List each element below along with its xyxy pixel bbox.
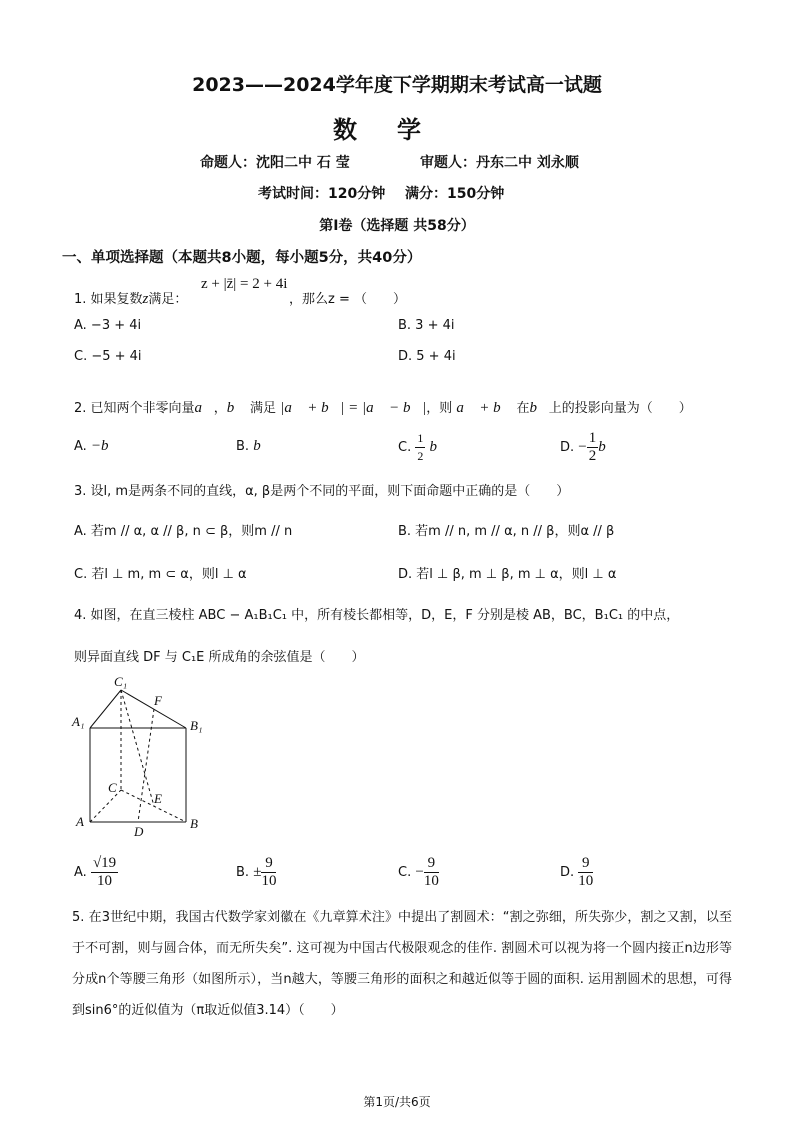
q1-option-d: D. 5 + 4i	[398, 349, 456, 364]
q2-d-den: 2	[588, 448, 597, 464]
q2-a-value: −b⃗	[90, 438, 121, 454]
q4-b-fraction	[261, 855, 276, 890]
label-d: D	[134, 824, 144, 839]
q2-d-sign: −	[578, 439, 587, 455]
q2-text-d: 在	[516, 401, 530, 416]
q2-text-a: 2. 已知两个非零向量	[74, 401, 195, 416]
segment-c1-e	[121, 690, 154, 806]
q2-option-a	[74, 438, 120, 455]
q4-b-num: 9	[261, 855, 276, 873]
q4-a-num: √19	[92, 855, 117, 871]
reviewer-info: 审题人：丹东二中 刘永顺	[420, 155, 579, 171]
question-3-stem: 3. 设l, m是两条不同的直线，α, β是两个不同的平面，则下面命题中正确的是（ ）	[74, 484, 570, 499]
q1-option-c: C. −5 + 4i	[74, 349, 142, 364]
volume-heading: 第I卷（选择题 共58分）	[319, 218, 475, 234]
q4-c-label: C.	[398, 865, 412, 880]
q2-b-label: B.	[236, 439, 250, 454]
exam-time: 考试时间：120分钟	[258, 186, 386, 202]
setter-info: 命题人：沈阳二中 石 莹	[200, 155, 350, 171]
q4-a-label: A.	[74, 865, 87, 880]
q4-d-label: D.	[560, 865, 575, 880]
q2-vector-b: b⃗	[226, 400, 246, 416]
q4-a-den: 10	[97, 873, 113, 889]
q4-d-num: 9	[578, 855, 593, 873]
q1-question: z = （ ）	[328, 292, 406, 307]
q4-c-sign: −	[415, 864, 424, 880]
exam-title: 2023——2024学年度下学期期末考试高一试题	[192, 74, 602, 96]
q2-c-den: 2	[417, 449, 424, 463]
q4-b-sign: ±	[253, 864, 262, 880]
q4-option-b	[236, 855, 276, 890]
q2-vector-b2: b⃗	[529, 400, 549, 416]
label-b1: B₁	[190, 718, 203, 733]
q4-c-den: 10	[423, 873, 439, 889]
q3-option-d: D. 若l ⊥ β, m ⊥ β, m ⊥ α，则l ⊥ α	[398, 567, 617, 582]
q2-c-num: 1	[415, 430, 425, 448]
question-4-line2: 则异面直线 DF 与 C₁E 所成角的余弦值是（ ）	[74, 650, 365, 665]
label-e: E	[154, 791, 162, 806]
prism-figure	[68, 672, 218, 842]
label-a: A	[76, 814, 84, 829]
q3-option-c: C. 若l ⊥ m, m ⊂ α，则l ⊥ α	[74, 567, 247, 582]
q1-prefix: 1. 如果复数	[74, 292, 143, 307]
section-heading: 一、单项选择题（本题共8小题，每小题5分，共40分）	[62, 250, 422, 266]
q2-b-value: b⃗	[253, 438, 273, 454]
q2-c-vector: b⃗	[429, 439, 449, 455]
q2-text-c: ，则	[426, 401, 453, 416]
question-5-text: 5. 在3世纪中期，我国古代数学家刘徽在《九章算术注》中提出了割圆术：“割之弥细，所失弥少，割之又割，以至于不可割，则与圆合体，而无所失矣”. 这可视为中国古代极限观念的佳作. 割圆术可以视为将一个圆内接正n边形等分成n个等腰三角形（如图所示），当n越大，等腰三角形的面积之和越近似等于圆的面积. 运用割圆术的思想，可得到sin6°的近似值为（π取近似值3.14）（ ）	[72, 910, 732, 1018]
q3-option-a: A. 若m // α, α // β, n ⊂ β，则m // n	[74, 524, 293, 539]
q4-option-c	[398, 855, 439, 890]
q2-d-num: 1	[588, 430, 597, 446]
q1-option-a: A. −3 + 4i	[74, 318, 142, 333]
q4-d-fraction	[578, 855, 593, 890]
q4-c-fraction	[424, 855, 439, 890]
q2-d-vector: b⃗	[598, 439, 618, 455]
q2-d-fraction	[587, 430, 599, 465]
q1-option-b: B. 3 + 4i	[398, 318, 455, 333]
q1-suffix: ，那么	[289, 292, 329, 307]
q2-c-label: C.	[398, 440, 412, 455]
segment-d-f	[138, 709, 154, 822]
q2-d-label: D.	[560, 440, 575, 455]
q1-mid: 满足：	[148, 292, 188, 307]
q2-sep: ，	[213, 401, 227, 416]
q4-option-a	[74, 855, 118, 890]
question-4-line1: 4. 如图，在直三棱柱 ABC − A₁B₁C₁ 中，所有棱长都相等，D，E，F 分别是棱 AB，BC，B₁C₁ 的中点，	[74, 608, 680, 623]
edge-a1-c1	[90, 690, 121, 728]
q2-c-fraction	[415, 430, 425, 465]
q4-b-label: B.	[236, 865, 250, 880]
q1-ask	[289, 288, 406, 307]
full-score: 满分：150分钟	[405, 186, 505, 202]
q4-a-fraction	[91, 855, 118, 890]
q1-var: z	[142, 291, 149, 307]
label-f: F	[154, 693, 162, 708]
label-a1: A₁	[72, 714, 85, 729]
q1-condition: z + |z̄| = 2 + 4i	[201, 276, 288, 292]
q2-option-d	[560, 430, 617, 465]
subject-title: 数学	[333, 116, 461, 144]
page-number: 第1页/共6页	[363, 1095, 431, 1109]
q2-sum: a⃗ + b⃗	[456, 400, 513, 416]
q4-b-den: 10	[261, 873, 277, 889]
q4-d-den: 10	[578, 873, 594, 889]
q2-text-b: 满足	[250, 401, 277, 416]
q4-c-num: 9	[424, 855, 439, 873]
q2-option-b	[236, 438, 272, 455]
q2-condition: |a⃗ + b⃗| = |a⃗ − b⃗|	[280, 400, 427, 416]
q4-option-d	[560, 855, 593, 890]
q2-text-e: 上的投影向量为（ ）	[548, 401, 692, 416]
question-1-stem	[74, 288, 187, 308]
q2-option-c	[398, 430, 449, 465]
q2-vector-a: a⃗	[194, 400, 214, 416]
q2-a-label: A.	[74, 439, 87, 454]
label-b: B	[190, 816, 198, 831]
label-c1: C₁	[114, 674, 128, 689]
question-2-stem	[74, 397, 692, 417]
label-c: C	[108, 780, 117, 795]
q3-option-b: B. 若m // n, m // α, n // β，则α // β	[398, 524, 615, 539]
